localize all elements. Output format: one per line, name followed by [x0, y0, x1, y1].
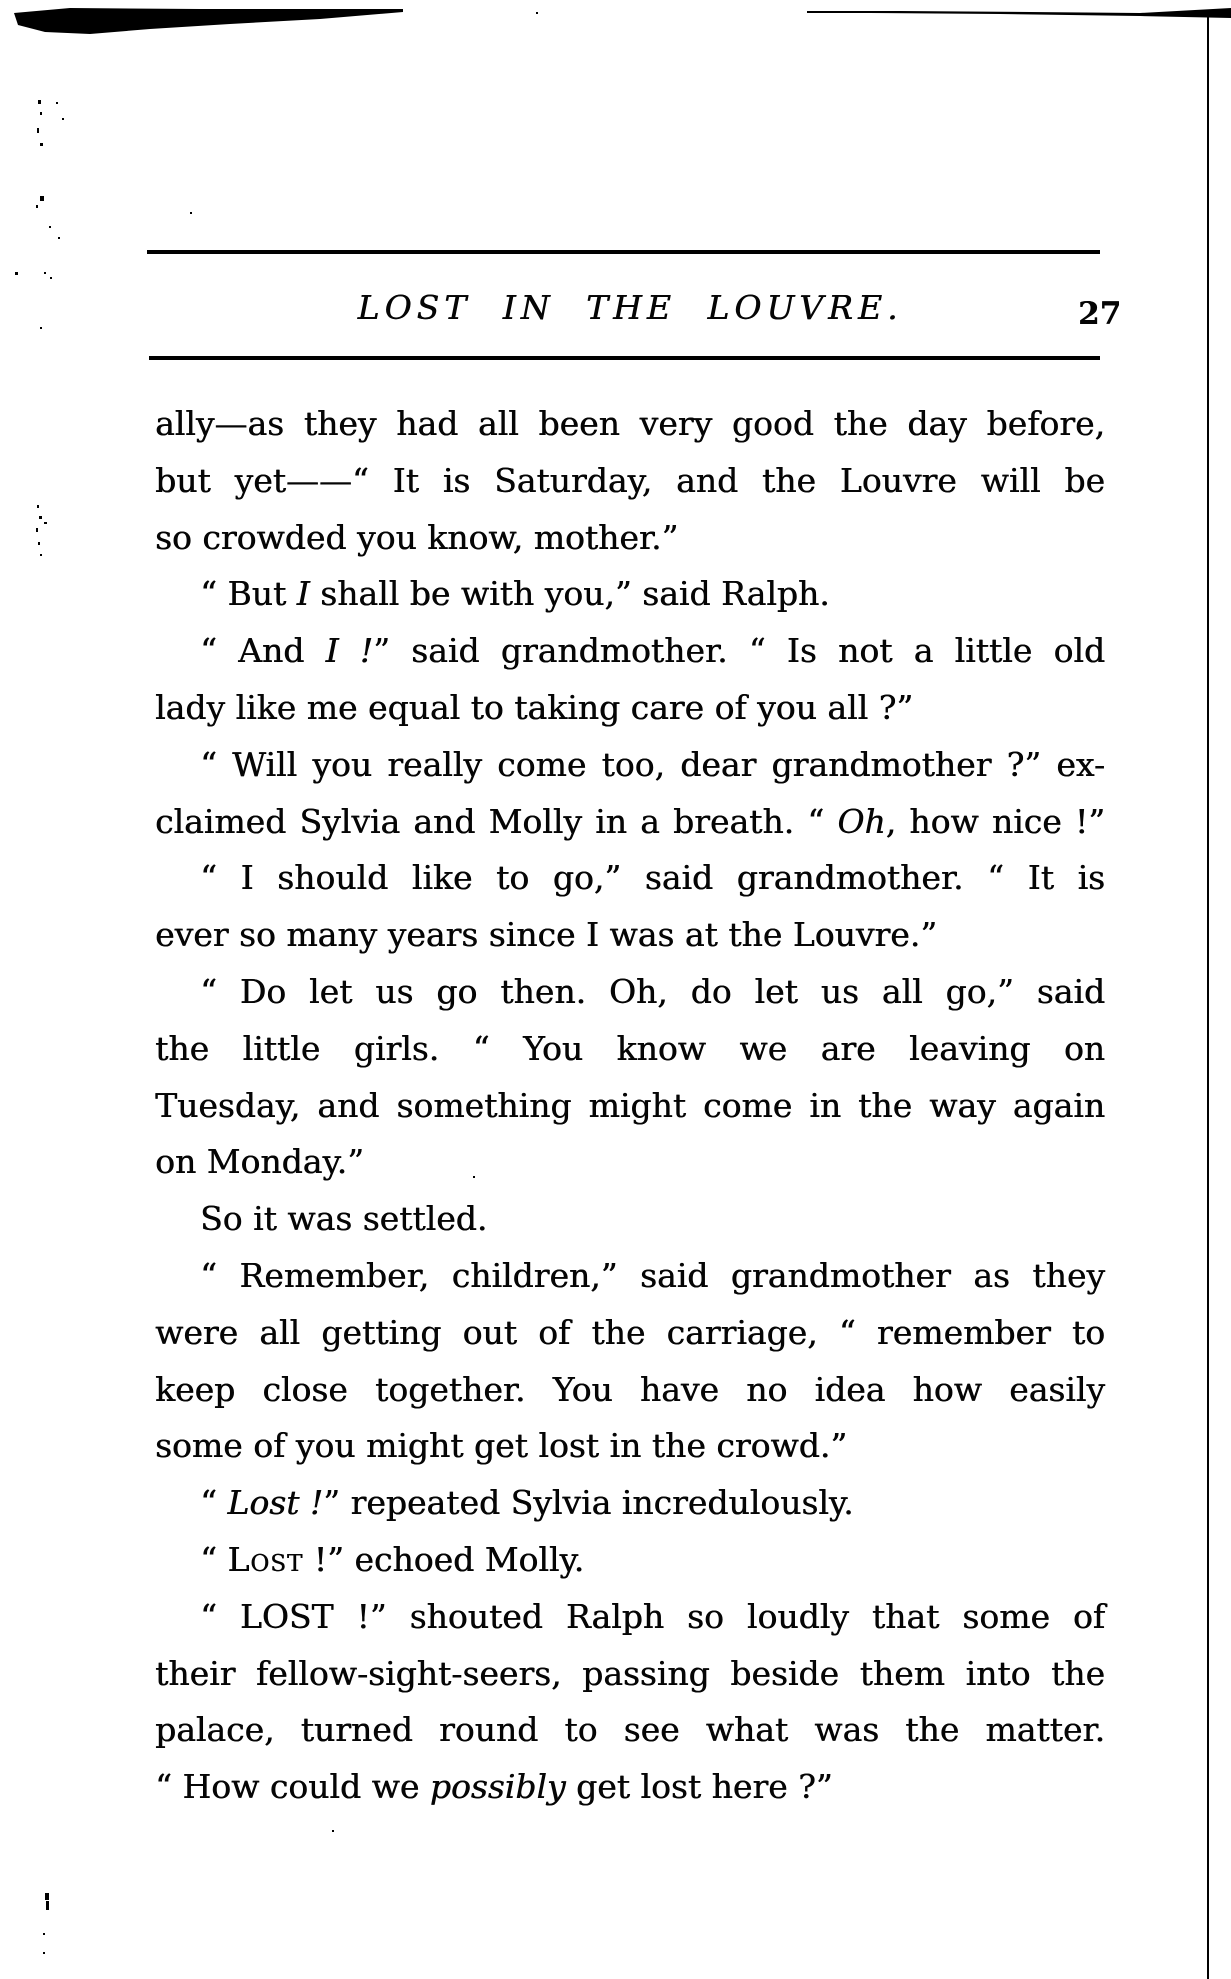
scan-speck: [36, 528, 38, 532]
text: “ How could we: [155, 1767, 430, 1807]
text-line: [155, 964, 1105, 1021]
text: get lost here ?”: [565, 1767, 833, 1807]
text-line: [155, 1078, 1105, 1135]
text: So it was settled.: [200, 1199, 488, 1239]
scan-speck: [38, 542, 40, 545]
text: ever so many years since I was at the Louvre.”: [155, 915, 938, 955]
scan-speck: [40, 196, 44, 201]
text-line: [155, 1134, 1105, 1191]
text-line: [155, 737, 1105, 794]
text: !” echoed Molly.: [303, 1539, 585, 1579]
scan-speck: [46, 1901, 49, 1910]
text-line: [155, 1646, 1105, 1703]
text: shall be with you,” said Ralph.: [309, 574, 830, 614]
text: “: [200, 1483, 228, 1523]
text-line: [155, 1589, 1105, 1646]
text: palace, turned round to see what was the matter.: [155, 1710, 1105, 1750]
italic-text: Oh: [837, 801, 886, 841]
text: “ I should like to go,” said grandmother. “ It is: [200, 858, 1105, 898]
scan-speck: [37, 505, 39, 508]
scan-speck: [50, 277, 52, 279]
text-line: [155, 907, 1105, 964]
text-line: [155, 1305, 1105, 1362]
scan-speck: [58, 237, 60, 239]
text: “ Do let us go then. Oh, do let us all go,” said: [200, 971, 1105, 1011]
text: but yet——“ It is Saturday, and the Louvre will be: [155, 460, 1105, 500]
text: the little girls. “ You know we are leaving on: [155, 1028, 1105, 1068]
scan-artifact-right-edge-line: [1207, 10, 1209, 1979]
text-line: [155, 623, 1105, 680]
scan-speck: [56, 102, 58, 104]
text: “: [200, 1539, 228, 1579]
scan-speck: [40, 112, 42, 115]
scan-speck: [39, 516, 42, 519]
text: were all getting out of the carriage, “ remember to: [155, 1312, 1105, 1352]
text-line: [155, 1418, 1105, 1475]
text: “ Will you really come too, dear grandmother ?” ex-: [200, 744, 1105, 784]
text: “ Remember, children,” said grandmother as they: [200, 1255, 1105, 1295]
scan-speck: [62, 118, 64, 120]
text: ” said grandmother. “ Is not a little old: [373, 631, 1106, 671]
scan-speck: [38, 100, 41, 104]
scan-speck: [44, 522, 47, 524]
header-rule-bottom: [149, 356, 1100, 360]
scan-artifact-top-wedge: [0, 0, 1231, 60]
text-line: [155, 510, 1105, 567]
scan-speck: [15, 272, 18, 275]
text-line: [155, 1702, 1105, 1759]
text: ” repeated Sylvia incredulously.: [323, 1483, 854, 1523]
scan-speck: [536, 12, 538, 14]
text-line: [155, 396, 1105, 453]
scan-speck: [36, 205, 38, 208]
text: “ And: [200, 631, 326, 671]
text-line: [155, 1532, 1105, 1589]
scan-speck: [40, 327, 42, 329]
text-line: [155, 1191, 1105, 1248]
text: keep close together. You have no idea how easily: [155, 1369, 1105, 1409]
scan-speck: [37, 128, 39, 133]
italic-text: possibly: [429, 1767, 566, 1807]
text-line: [155, 453, 1105, 510]
text: lady like me equal to taking care of you all ?”: [155, 687, 914, 727]
header-rule-top: [147, 250, 1100, 254]
text: so crowded you know, mother.”: [155, 517, 679, 557]
text: their fellow-sight-seers, passing beside them into the: [155, 1653, 1105, 1693]
text: claimed Sylvia and Molly in a breath. “: [155, 801, 838, 841]
text: ally—as they had all been very good the day before,: [155, 404, 1105, 443]
italic-text: Lost !: [227, 1483, 324, 1523]
text-line: [155, 1475, 1105, 1532]
text-line: [155, 1759, 1105, 1816]
scan-speck: [332, 1830, 334, 1832]
italic-text: I !: [325, 631, 374, 671]
text: on Monday.”: [155, 1142, 364, 1182]
text-line: [155, 850, 1105, 907]
text: , how nice !”: [885, 801, 1105, 841]
scan-speck: [40, 143, 43, 146]
small-caps-text: Lost: [227, 1539, 304, 1579]
italic-text: I: [296, 574, 310, 614]
text-line: [155, 794, 1105, 851]
text: some of you might get lost in the crowd.”: [155, 1426, 848, 1466]
scan-speck: [49, 226, 51, 228]
running-head-title: LOST IN THE LOUVRE.: [357, 288, 903, 327]
scan-speck: [43, 1952, 45, 1954]
text: “ But: [200, 574, 297, 614]
scan-speck: [40, 554, 42, 556]
text: “ LOST !” shouted Ralph so loudly that some of: [200, 1596, 1105, 1636]
scan-speck: [43, 1933, 45, 1935]
text-line: [155, 1248, 1105, 1305]
text-line: [155, 1362, 1105, 1419]
text: Tuesday, and something might come in the way again: [155, 1085, 1105, 1125]
page-number: 27: [1078, 296, 1122, 332]
scan-speck: [190, 212, 192, 214]
scan-speck: [44, 272, 46, 274]
text-line: [155, 1021, 1105, 1078]
text-line: [155, 566, 1105, 623]
text-line: [155, 680, 1105, 737]
page-text: [155, 396, 1105, 1816]
scan-speck: [45, 1893, 49, 1900]
